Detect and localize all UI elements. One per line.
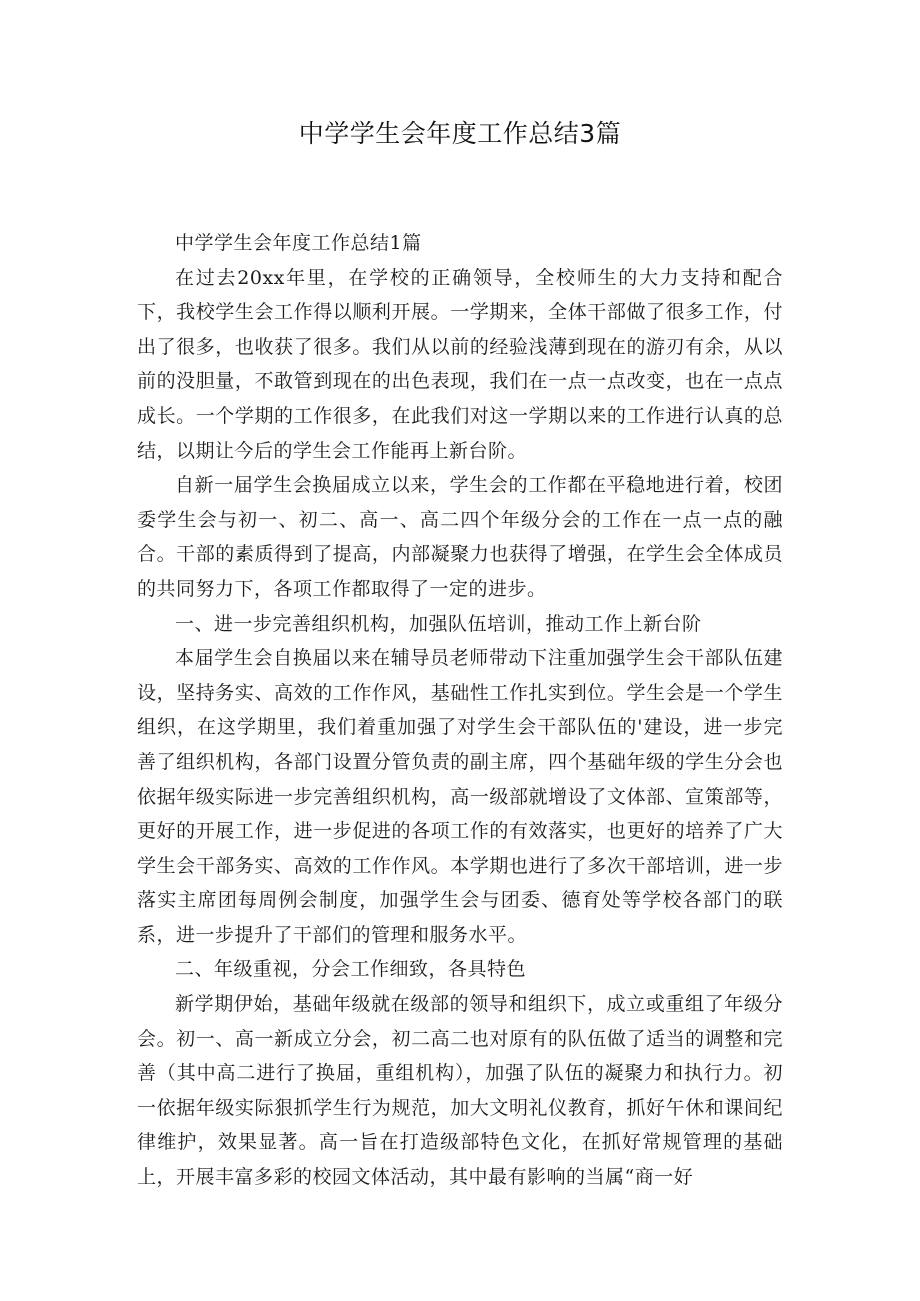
section-heading: 中学学生会年度工作总结1篇 bbox=[175, 232, 422, 254]
paragraph: 在过去20xx年里，在学校的正确领导，全校师生的大力支持和配合下，我校学生会工作得以顺利开展。一学期来，全体干部做了很多工作，付出了很多，也收获了很多。我们从以前的经验浅薄到现在的游刃有余，从以前的没胆量，不敢管到现在的出色表现，我们在一点一点改变，也在一点点成长。一个学期的工作很多，在此我们对这一学期以来的工作进行认真的总结，以期让今后的学生会工作能再上新台阶。 bbox=[137, 266, 783, 462]
paragraph: 新学期伊始，基础年级就在级部的领导和组织下，成立或重组了年级分会。初一、高一新成立分会，初二高二也对原有的队伍做了适当的调整和完善（其中高二进行了换届，重组机构），加强了队伍的凝聚力和执行力。初一依据年级实际狠抓学生行为规范，加大文明礼仪教育，抓好午休和课间纪律维护，效果显著。高一旨在打造级部特色文化，在抓好常规管理的基础上，开展丰富多彩的校园文体活动，其中最有影响的当属“商一好 bbox=[137, 993, 783, 1189]
section-heading: 二、年级重视，分会工作细致，各具特色 bbox=[175, 958, 527, 981]
paragraph: 本届学生会自换届以来在辅导员老师带动下注重加强学生会干部队伍建设，坚持务实、高效的工作作风，基础性工作扎实到位。学生会是一个学生组织，在这学期里，我们着重加强了对学生会干部队伍的'建设，进一步完善了组织机构，各部门设置分管负责的副主席，四个基础年级的学生分会也依据年级实际进一步完善组织机构，高一级部就增设了文体部、宣策部等，更好的开展工作，进一步促进的各项工作的有效落实，也更好的培养了广大学生会干部务实、高效的工作作风。本学期也进行了多次干部培训，进一步落实主席团每周例会制度，加强学生会与团委、德育处等学校各部门的联系，进一步提升了干部们的管理和服务水平。 bbox=[137, 647, 783, 946]
section-heading: 一、进一步完善组织机构，加强队伍培训，推动工作上新台阶 bbox=[175, 612, 702, 635]
document-body bbox=[137, 226, 783, 1195]
document-title: 中学学生会年度工作总结3篇 bbox=[298, 119, 622, 148]
paragraph: 自新一届学生会换届成立以来，学生会的工作都在平稳地进行着，校团委学生会与初一、初二、高一、高二四个年级分会的工作在一点一点的融合。干部的素质得到了提高，内部凝聚力也获得了增强，在学生会全体成员的共同努力下，各项工作都取得了一定的进步。 bbox=[137, 474, 783, 600]
